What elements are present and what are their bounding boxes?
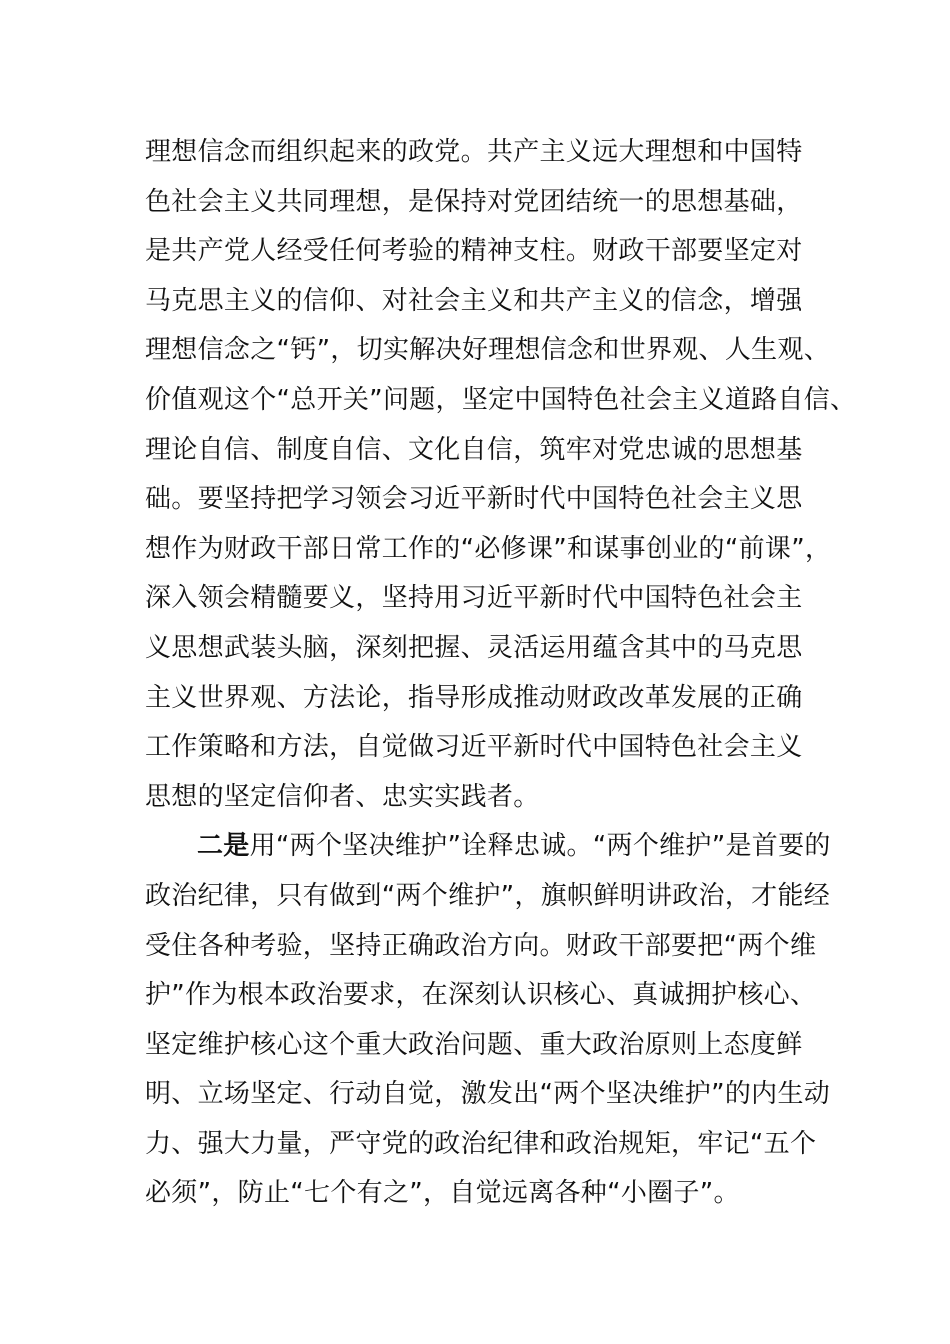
paragraph-1 bbox=[145, 128, 857, 822]
text-line: 深入领会精髓要义，坚持用习近平新时代中国特色社会主 bbox=[145, 583, 803, 614]
text-line: 主义世界观、方法论，指导形成推动财政改革发展的正确 bbox=[145, 682, 803, 713]
text-line: 政治纪律，只有做到“两个维护”，旗帜鲜明讲政治，才能经 bbox=[145, 880, 831, 911]
text-line: 想作为财政干部日常工作的“必修课”和谋事创业的“前课”， bbox=[145, 533, 832, 564]
text-line: 马克思主义的信仰、对社会主义和共产主义的信念，增强 bbox=[145, 285, 803, 316]
text-line: 护”作为根本政治要求，在深刻认识核心、真诚拥护核心、 bbox=[145, 980, 817, 1011]
text-line: 义思想武装头脑，深刻把握、灵活运用蕴含其中的马克思 bbox=[145, 632, 803, 663]
text-line: 必须”，防止“七个有之”，自觉远离各种“小圈子”。 bbox=[145, 1178, 740, 1209]
text-line: 受住各种考验，坚持正确政治方向。财政干部要把“两个维 bbox=[145, 930, 817, 961]
text-line: 理想信念而组织起来的政党。共产主义远大理想和中国特 bbox=[145, 137, 803, 167]
text-line: 理论自信、制度自信、文化自信，筑牢对党忠诚的思想基 bbox=[145, 434, 803, 465]
text-line: 理想信念之“钙”，切实解决好理想信念和世界观、人生观、 bbox=[145, 335, 831, 366]
text-line: 明、立场坚定、行动自觉，激发出“两个坚决维护”的内生动 bbox=[145, 1079, 831, 1110]
body-text bbox=[145, 128, 857, 1219]
text-line: 色社会主义共同理想，是保持对党团结统一的思想基础， bbox=[145, 186, 803, 217]
text-line: 础。要坚持把学习领会习近平新时代中国特色社会主义思 bbox=[145, 484, 803, 515]
text-line-first bbox=[145, 822, 831, 872]
first-line-rest: 用“两个坚决维护”诠释忠诚。“两个维护”是首要的 bbox=[249, 831, 831, 862]
text-line: 工作策略和方法，自觉做习近平新时代中国特色社会主义 bbox=[145, 732, 803, 763]
paragraph-2 bbox=[145, 822, 831, 1219]
paragraph-lead: 二是 bbox=[197, 831, 250, 862]
text-line: 价值观这个“总开关”问题，坚定中国特色社会主义道路自信、 bbox=[145, 384, 857, 415]
text-line: 是共产党人经受任何考验的精神支柱。财政干部要坚定对 bbox=[145, 236, 803, 267]
text-line: 力、强大力量，严守党的政治纪律和政治规矩，牢记“五个 bbox=[145, 1128, 817, 1159]
text-line: 思想的坚定信仰者、忠实实践者。 bbox=[145, 781, 540, 812]
text-line: 坚定维护核心这个重大政治问题、重大政治原则上态度鲜 bbox=[145, 1029, 803, 1060]
